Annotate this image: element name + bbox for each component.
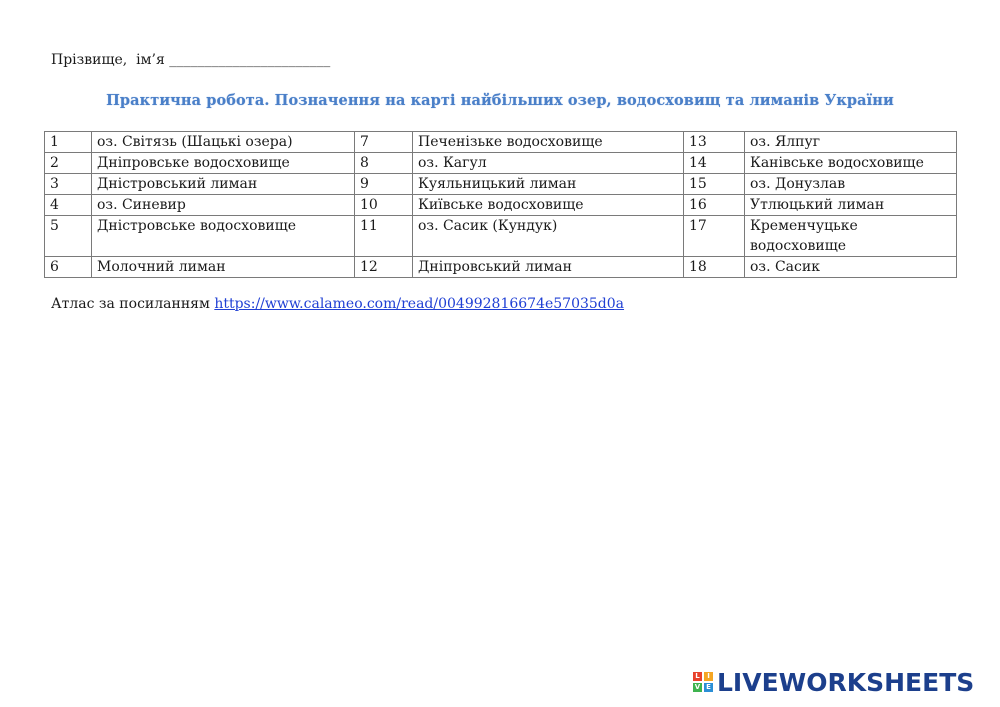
table-row bbox=[45, 132, 957, 153]
table-row bbox=[45, 216, 957, 257]
item-number: 16 bbox=[684, 195, 745, 216]
item-name: Молочний лиман bbox=[92, 257, 355, 278]
logo-mark-letter: V bbox=[694, 683, 701, 691]
item-number: 2 bbox=[45, 153, 92, 174]
item-number: 10 bbox=[355, 195, 413, 216]
item-name: оз. Сасик (Кундук) bbox=[413, 216, 684, 257]
item-name: Канівське водосховище bbox=[745, 153, 957, 174]
table-row bbox=[45, 195, 957, 216]
logo-text: LIVEWORKSHEETS bbox=[717, 667, 975, 697]
item-name: оз. Світязь (Шацькі озера) bbox=[92, 132, 355, 153]
logo-mark-letter: E bbox=[704, 683, 713, 692]
item-number: 5 bbox=[45, 216, 92, 257]
atlas-line bbox=[51, 296, 624, 312]
item-number: 15 bbox=[684, 174, 745, 195]
atlas-link[interactable]: https://www.calameo.com/read/004992816674e57035d0a bbox=[214, 296, 625, 312]
table-row bbox=[45, 153, 957, 174]
logo-mark-letter: L bbox=[693, 672, 702, 681]
page-title: Практична робота. Позначення на карті найбільших озер, водосховищ та лиманів України bbox=[106, 92, 894, 109]
item-name: оз. Кагул bbox=[413, 153, 684, 174]
item-name: оз. Ялпуг bbox=[745, 132, 957, 153]
name-field-line: Прізвище, ім’я _______________________ bbox=[51, 52, 331, 68]
logo-mark-letter: I bbox=[704, 672, 713, 681]
item-name: Дніпровський лиман bbox=[413, 257, 684, 278]
item-name: Дніпровське водосховище bbox=[92, 153, 355, 174]
item-name: Куяльницький лиман bbox=[413, 174, 684, 195]
item-number: 6 bbox=[45, 257, 92, 278]
item-name: Дністровське водосховище bbox=[92, 216, 355, 257]
item-name: Печенізьке водосховище bbox=[413, 132, 684, 153]
item-name: оз. Синевир bbox=[92, 195, 355, 216]
table-row bbox=[45, 257, 957, 278]
item-number: 7 bbox=[355, 132, 413, 153]
item-number: 13 bbox=[684, 132, 745, 153]
item-name: Кременчуцьке водосховище bbox=[745, 216, 957, 257]
item-number: 3 bbox=[45, 174, 92, 195]
table-row bbox=[45, 174, 957, 195]
item-name: оз. Донузлав bbox=[745, 174, 957, 195]
item-number: 14 bbox=[684, 153, 745, 174]
item-name: оз. Сасик bbox=[745, 257, 957, 278]
liveworksheets-logo[interactable] bbox=[693, 667, 974, 697]
atlas-label: Атлас за посиланням bbox=[51, 296, 210, 312]
item-name: Київське водосховище bbox=[413, 195, 684, 216]
item-number: 11 bbox=[355, 216, 413, 257]
item-name: Утлюцький лиман bbox=[745, 195, 957, 216]
item-name: Дністровський лиман bbox=[92, 174, 355, 195]
item-number: 1 bbox=[45, 132, 92, 153]
item-number: 12 bbox=[355, 257, 413, 278]
water-bodies-table bbox=[44, 131, 957, 278]
item-number: 17 bbox=[684, 216, 745, 257]
logo-mark-icon bbox=[693, 672, 713, 692]
item-number: 8 bbox=[355, 153, 413, 174]
item-number: 4 bbox=[45, 195, 92, 216]
item-number: 18 bbox=[684, 257, 745, 278]
item-number: 9 bbox=[355, 174, 413, 195]
